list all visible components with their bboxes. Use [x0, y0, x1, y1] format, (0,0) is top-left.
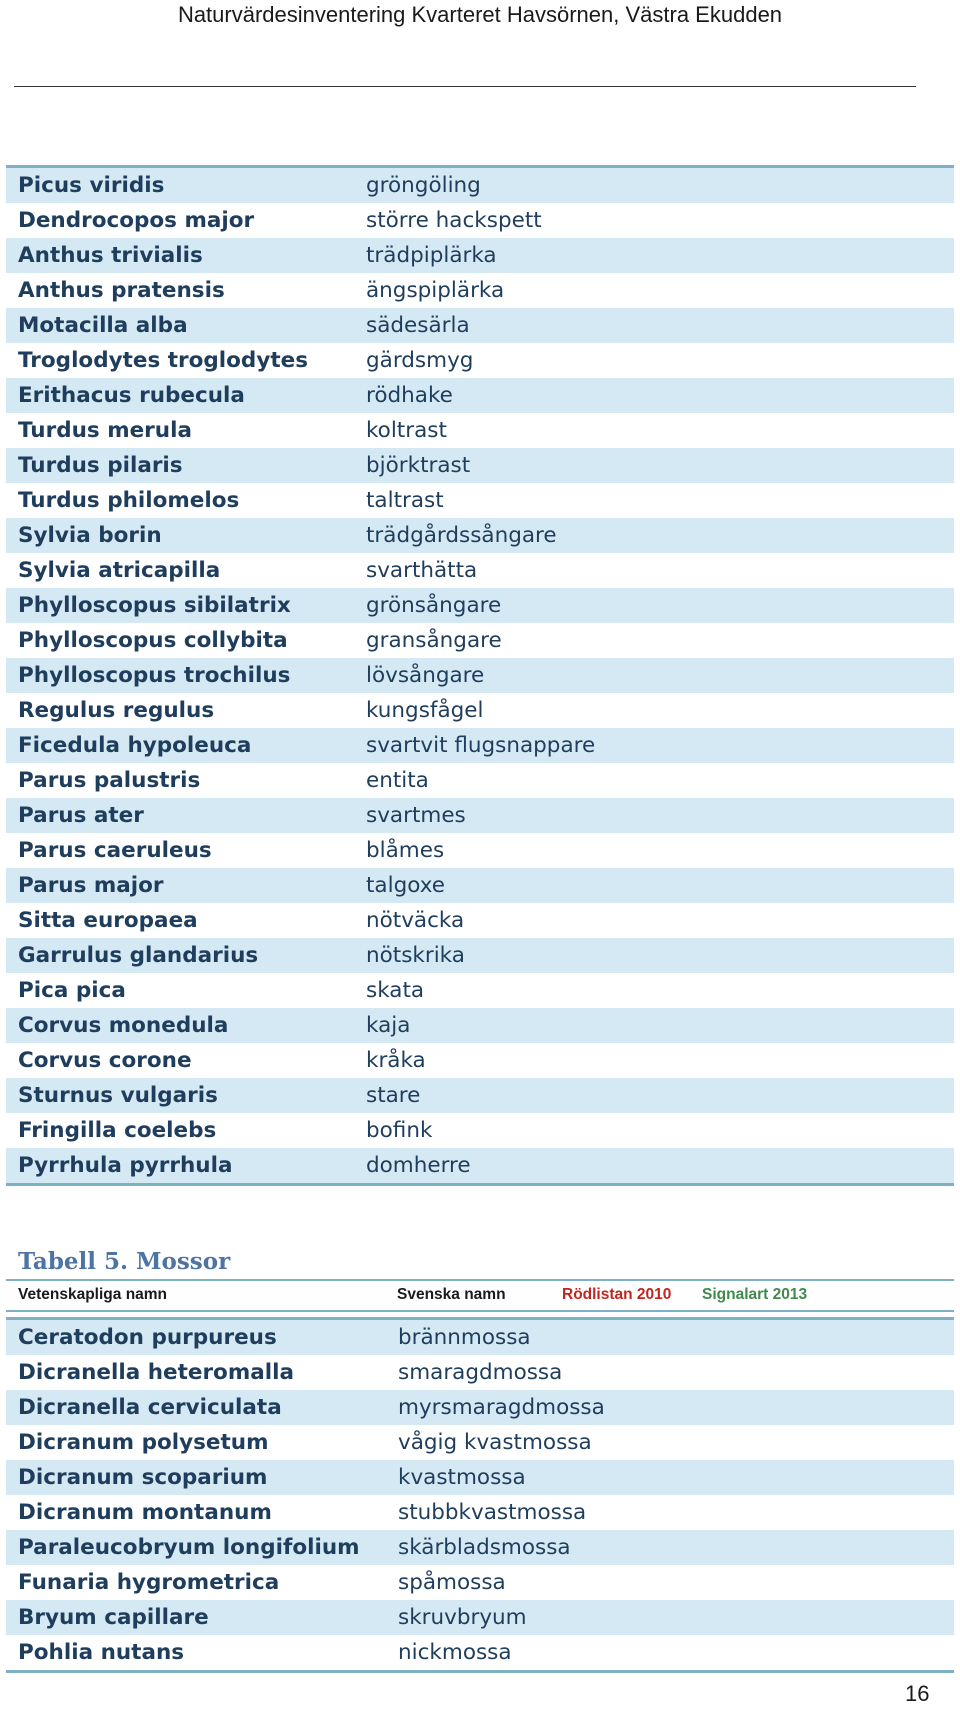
table-row: [6, 1390, 954, 1425]
table-row: [6, 938, 954, 973]
swedish-name: sädesärla: [354, 308, 954, 343]
table-row: [6, 833, 954, 868]
scientific-name: Parus caeruleus: [18, 838, 212, 863]
swedish-name: stubbkvastmossa: [398, 1500, 587, 1525]
table-row: [6, 868, 954, 903]
swedish-name: kaja: [354, 1008, 954, 1043]
swedish-name: svartmes: [354, 798, 954, 833]
table-row: [6, 1460, 954, 1495]
table-row: [6, 1600, 954, 1635]
scientific-name: Sylvia borin: [6, 518, 354, 553]
scientific-name: Regulus regulus: [18, 698, 215, 723]
scientific-name: Pohlia nutans: [18, 1640, 185, 1665]
scientific-name: Dicranella cerviculata: [6, 1390, 386, 1425]
birds-table: [6, 165, 954, 1186]
scientific-name: Dicranum montanum: [18, 1500, 272, 1525]
table-row: [6, 1078, 954, 1113]
swedish-name: koltrast: [366, 418, 447, 443]
moss-table-body: [6, 1319, 954, 1672]
swedish-name: grönsångare: [354, 588, 954, 623]
table-row: [6, 1148, 954, 1185]
scientific-name: Turdus philomelos: [18, 488, 240, 513]
page-number: 16: [905, 1681, 930, 1706]
scientific-name: Funaria hygrometrica: [18, 1570, 280, 1595]
swedish-name: nötskrika: [354, 938, 954, 973]
swedish-name: ängspiplärka: [366, 278, 505, 303]
moss-table: [6, 1317, 954, 1673]
column-header-swedish: Svenska namn: [397, 1286, 506, 1303]
swedish-name: blåmes: [366, 838, 445, 863]
table-row: [6, 1008, 954, 1043]
scientific-name: Corvus corone: [18, 1048, 192, 1073]
table-row: [6, 378, 954, 413]
scientific-name: Parus ater: [6, 798, 354, 833]
swedish-name: trädgårdssångare: [354, 518, 954, 553]
scientific-name: Picus viridis: [6, 167, 354, 204]
table-row: [6, 903, 954, 938]
table-row: [6, 1530, 954, 1565]
swedish-name: kvastmossa: [386, 1460, 954, 1495]
scientific-name: Parus palustris: [18, 768, 201, 793]
table-row: [6, 518, 954, 553]
swedish-name: myrsmaragdmossa: [386, 1390, 954, 1425]
table-row: [6, 588, 954, 623]
swedish-name: gröngöling: [354, 167, 954, 204]
scientific-name: Paraleucobryum longifolium: [6, 1530, 386, 1565]
table-row: [6, 553, 954, 588]
swedish-name: bofink: [366, 1118, 433, 1143]
swedish-name: nötväcka: [366, 908, 465, 933]
table-row: [6, 238, 954, 273]
table-row: [6, 203, 954, 238]
table-row: [6, 798, 954, 833]
scientific-name: Pica pica: [18, 978, 126, 1003]
scientific-name: Motacilla alba: [6, 308, 354, 343]
swedish-name: vågig kvastmossa: [398, 1430, 592, 1455]
swedish-name: större hackspett: [366, 208, 542, 233]
swedish-name: björktrast: [354, 448, 954, 483]
moss-table-caption: Tabell 5. Mossor: [18, 1248, 231, 1275]
table-row: [6, 448, 954, 483]
scientific-name: Sylvia atricapilla: [18, 558, 221, 583]
table-row: [6, 1425, 954, 1460]
scientific-name: Dicranum scoparium: [6, 1460, 386, 1495]
scientific-name: Dendrocopos major: [18, 208, 255, 233]
table-row: [6, 623, 954, 658]
scientific-name: Erithacus rubecula: [6, 378, 354, 413]
table-row: [6, 1355, 954, 1390]
table-row: [6, 728, 954, 763]
swedish-name: lövsångare: [354, 658, 954, 693]
scientific-name: Sitta europaea: [18, 908, 198, 933]
swedish-name: brännmossa: [386, 1319, 954, 1356]
birds-table-body: [6, 167, 954, 1185]
table-row: [6, 167, 954, 204]
swedish-name: trädpiplärka: [354, 238, 954, 273]
swedish-name: svarthätta: [366, 558, 478, 583]
swedish-name: skärbladsmossa: [386, 1530, 954, 1565]
scientific-name: Turdus merula: [18, 418, 192, 443]
swedish-name: spåmossa: [398, 1570, 506, 1595]
scientific-name: Garrulus glandarius: [6, 938, 354, 973]
scientific-name: Parus major: [6, 868, 354, 903]
column-header-scientific: Vetenskapliga namn: [18, 1286, 168, 1303]
table-row: [6, 308, 954, 343]
swedish-name: taltrast: [366, 488, 444, 513]
swedish-name: kråka: [366, 1048, 426, 1073]
scientific-name: Bryum capillare: [6, 1600, 386, 1635]
scientific-name: Ceratodon purpureus: [6, 1319, 386, 1356]
table-row: [6, 483, 954, 518]
swedish-name: smaragdmossa: [398, 1360, 563, 1385]
swedish-name: domherre: [354, 1148, 954, 1185]
scientific-name: Corvus monedula: [6, 1008, 354, 1043]
swedish-name: nickmossa: [398, 1640, 512, 1665]
swedish-name: skruvbryum: [386, 1600, 954, 1635]
swedish-name: kungsfågel: [366, 698, 484, 723]
table-row: [6, 763, 954, 798]
scientific-name: Ficedula hypoleuca: [6, 728, 354, 763]
swedish-name: gransångare: [366, 628, 502, 653]
table-row: [6, 1565, 954, 1600]
table-row: [6, 1635, 954, 1672]
scientific-name: Phylloscopus sibilatrix: [6, 588, 354, 623]
table-row: [6, 973, 954, 1008]
scientific-name: Phylloscopus trochilus: [6, 658, 354, 693]
table-row: [6, 1495, 954, 1530]
scientific-name: Anthus pratensis: [18, 278, 225, 303]
moss-column-header: [6, 1279, 954, 1312]
column-header-redlist: Rödlistan 2010: [562, 1286, 672, 1303]
scientific-name: Turdus pilaris: [6, 448, 354, 483]
swedish-name: svartvit flugsnappare: [354, 728, 954, 763]
swedish-name: stare: [354, 1078, 954, 1113]
swedish-name: gärdsmyg: [366, 348, 474, 373]
header-rule: [14, 86, 916, 87]
scientific-name: Sturnus vulgaris: [6, 1078, 354, 1113]
scientific-name: Dicranum polysetum: [18, 1430, 269, 1455]
table-row: [6, 1319, 954, 1356]
table-row: [6, 413, 954, 448]
table-row: [6, 1113, 954, 1148]
scientific-name: Phylloscopus collybita: [18, 628, 288, 653]
scientific-name: Dicranella heteromalla: [18, 1360, 294, 1385]
swedish-name: talgoxe: [354, 868, 954, 903]
scientific-name: Fringilla coelebs: [18, 1118, 217, 1143]
table-row: [6, 343, 954, 378]
table-row: [6, 1043, 954, 1078]
scientific-name: Pyrrhula pyrrhula: [6, 1148, 354, 1185]
page-header: Naturvärdesinventering Kvarteret Havsörnen, Västra Ekudden: [177, 2, 783, 27]
swedish-name: skata: [366, 978, 425, 1003]
scientific-name: Troglodytes troglodytes: [18, 348, 308, 373]
table-row: [6, 693, 954, 728]
table-row: [6, 273, 954, 308]
scientific-name: Anthus trivialis: [6, 238, 354, 273]
swedish-name: entita: [366, 768, 429, 793]
column-header-signal: Signalart 2013: [702, 1286, 808, 1303]
swedish-name: rödhake: [354, 378, 954, 413]
table-row: [6, 658, 954, 693]
